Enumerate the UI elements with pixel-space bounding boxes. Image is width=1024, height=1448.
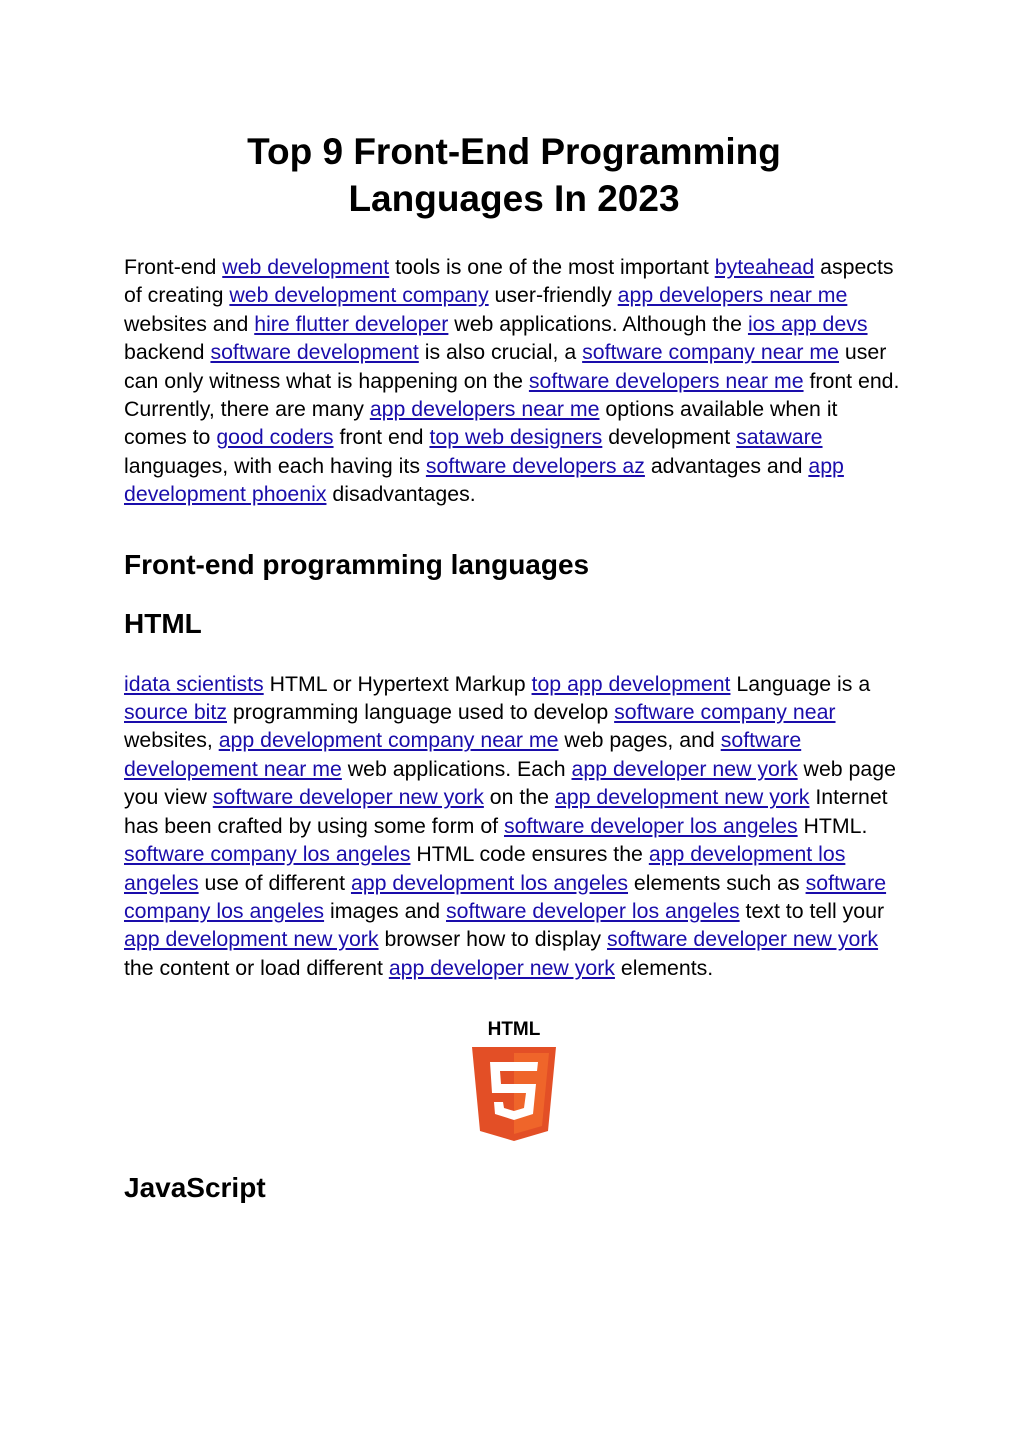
paragraph-text: programming language used to develop <box>226 700 615 725</box>
paragraph-text: elements such as <box>628 870 806 895</box>
inline-link[interactable]: software developer los angeles <box>504 813 798 838</box>
document-title <box>124 128 904 222</box>
inline-link[interactable]: app development los angeles <box>350 870 629 895</box>
paragraph-text: web applications. Each <box>341 756 572 781</box>
paragraph-text: HTML or Hypertext Markup <box>263 671 532 696</box>
title-line-2: Languages In 2023 <box>348 178 680 219</box>
paragraph-text: Language is a <box>730 671 871 696</box>
inline-link[interactable]: software company near <box>614 700 836 725</box>
intro-paragraph <box>124 253 904 509</box>
inline-link[interactable]: software developer new york <box>607 927 879 952</box>
inline-link[interactable]: web development <box>222 255 390 279</box>
inline-link[interactable]: software company los angeles <box>124 842 411 867</box>
inline-link[interactable]: software developers near me <box>528 368 804 393</box>
paragraph-text: Front-end <box>124 255 223 279</box>
paragraph-text: web pages, and <box>558 728 721 753</box>
paragraph-text: backend <box>124 340 211 365</box>
paragraph-text: Internet has been crafted by using some form of <box>124 785 888 838</box>
inline-link[interactable]: app development company near me <box>218 728 559 753</box>
section-heading-frontend: Front-end programming languages <box>124 548 590 580</box>
paragraph-text: is also crucial, a <box>418 340 583 365</box>
inline-link[interactable]: good coders <box>216 425 334 450</box>
paragraph-text: options available when it comes to <box>124 397 838 450</box>
paragraph-text: websites and <box>124 311 255 336</box>
inline-link[interactable]: app development new york <box>124 927 379 952</box>
inline-link[interactable]: software developers az <box>425 453 645 478</box>
inline-link[interactable]: app developer new york <box>388 955 615 980</box>
inline-link[interactable]: byteahead <box>714 255 815 279</box>
paragraph-text: aspects of creating <box>124 255 894 308</box>
inline-link[interactable]: idata scientists <box>124 671 264 696</box>
inline-link[interactable]: app development los angeles <box>124 842 846 895</box>
paragraph-text: HTML. <box>797 813 868 838</box>
paragraph-text: the content or load different <box>124 955 389 980</box>
inline-link[interactable]: app development phoenix <box>124 453 844 507</box>
inline-link[interactable]: hire flutter developer <box>254 311 449 336</box>
inline-link[interactable]: software developer new york <box>212 785 484 810</box>
paragraph-text: development <box>602 425 737 450</box>
html5-logo-label: HTML <box>487 1019 541 1041</box>
html5-shield-icon <box>468 1018 560 1142</box>
inline-link[interactable]: software development <box>210 340 419 365</box>
inline-link[interactable]: software developer los angeles <box>446 898 740 923</box>
section-heading-html: HTML <box>124 607 202 639</box>
paragraph-text: front end <box>333 425 430 450</box>
inline-link[interactable]: web development company <box>229 283 489 308</box>
paragraph-text: advantages and <box>644 453 809 478</box>
inline-link[interactable]: ios app devs <box>747 311 868 336</box>
paragraph-text: elements. <box>614 955 714 980</box>
inline-link[interactable]: top web designers <box>429 425 603 450</box>
paragraph-text: web page you view <box>124 756 896 810</box>
inline-link[interactable]: source bitz <box>124 700 227 725</box>
inline-link[interactable]: app developer new york <box>571 756 798 781</box>
html5-numeral-5 <box>490 1062 538 1120</box>
paragraph-text: use of different <box>198 870 351 895</box>
paragraph-text: user-friendly <box>488 283 618 308</box>
inline-link[interactable]: software developement near me <box>124 728 802 781</box>
paragraph-text: text to tell your <box>739 898 885 923</box>
paragraph-text: languages, with each having its <box>124 453 426 478</box>
inline-link[interactable]: app developers near me <box>369 397 600 422</box>
inline-link[interactable]: top app development <box>531 671 731 696</box>
inline-link[interactable]: software company los angeles <box>124 870 887 923</box>
html5-logo <box>124 1018 904 1147</box>
document-page <box>124 0 904 1205</box>
title-line-1: Top 9 Front-End Programming <box>247 131 781 172</box>
inline-link[interactable]: app developers near me <box>617 283 848 308</box>
paragraph-text: front end. Currently, there are many <box>124 368 900 422</box>
paragraph-text: browser how to display <box>378 927 607 952</box>
inline-link[interactable]: sataware <box>736 425 823 450</box>
paragraph-text: on the <box>483 785 555 810</box>
inline-link[interactable]: app development new york <box>554 785 810 810</box>
paragraph-text: user can only witness what is happening on the <box>124 340 887 393</box>
paragraph-text: HTML code ensures the <box>410 842 649 867</box>
paragraph-text: tools is one of the most important <box>389 255 715 279</box>
paragraph-text: websites, <box>124 728 219 753</box>
paragraph-text: images and <box>324 898 447 923</box>
inline-link[interactable]: software company near me <box>582 340 840 365</box>
paragraph-text: disadvantages. <box>326 482 476 507</box>
section-heading-javascript: JavaScript <box>124 1172 266 1204</box>
paragraph-text: web applications. Although the <box>448 311 748 336</box>
html-paragraph <box>124 670 904 982</box>
